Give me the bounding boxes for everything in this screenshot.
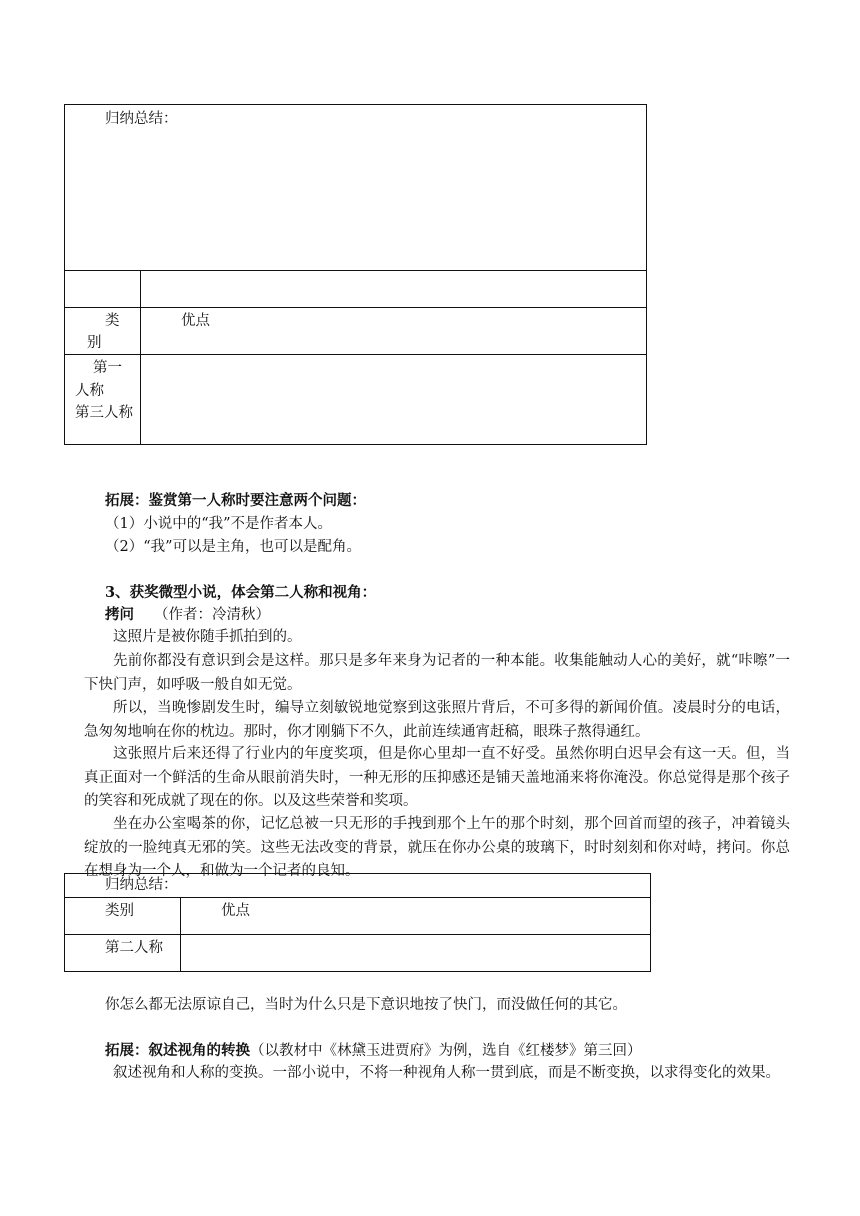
category-header-cell — [65, 898, 181, 935]
story-title-line — [105, 604, 270, 626]
expand-body-2: 叙述视角和人称的变换。一部小说中，不将一种视角人称一贯到底，而是不断变换，以求得变化的效果。 — [113, 1065, 780, 1081]
story-paragraph: 先前你都没有意识到会是这样。那只是多年来身为记者的一种本能。收集能触动人心的美好，就“咔嚓”一下快门声，如呼吸一般自如无觉。 — [84, 653, 790, 693]
advantage-cell — [141, 355, 647, 445]
person-comparison-table-2 — [64, 873, 651, 972]
section-heading: 3、获奖微型小说，体会第二人称和视角： — [105, 584, 377, 601]
expand-title-1: 拓展：鉴赏第一人称时要注意两个问题： — [105, 492, 366, 509]
category-header: 类别 — [87, 313, 120, 351]
expand-title-2: 拓展：叙述视角的转换 — [105, 1042, 250, 1059]
empty-cell — [141, 271, 647, 308]
category-header-cell — [65, 308, 141, 355]
expand-item-2: （2）“我”可以是主角，也可以是配角。 — [105, 539, 362, 555]
summary-label: 归纳总结： — [105, 111, 178, 127]
first-person-label: 第一人称 — [75, 360, 122, 399]
second-person-label: 第二人称 — [105, 940, 163, 956]
story-author: （作者：冷清秋） — [154, 607, 270, 623]
story-paragraph: 这张照片后来还得了行业内的年度奖项，但是你心里却一直不好受。虽然你明白迟早会有这一天。但，当真正面对一个鲜活的生命从眼前消失时，一种无形的压抑感还是铺天盖地涌来将你淹没。你总觉得是那个孩子的笑容和死成就了现在的你。以及这些荣誉和奖项。 — [84, 746, 790, 809]
person-label-cell — [65, 355, 141, 445]
summary-label: 归纳总结： — [105, 877, 178, 893]
person-label-cell — [65, 935, 181, 972]
story-title: 拷问 — [105, 606, 134, 623]
summary-cell — [65, 874, 651, 898]
expand-title-2-line — [105, 1040, 642, 1062]
advantage-cell — [181, 935, 651, 972]
advantage-header: 优点 — [181, 313, 210, 329]
summary-cell — [65, 105, 647, 271]
advantage-header: 优点 — [221, 903, 250, 919]
advantage-header-cell — [141, 308, 647, 355]
expand-title-2-note: （以教材中《林黛玉进贾府》为例，选自《红楼梦》第三回） — [250, 1043, 642, 1059]
story-closing-line: 你怎么都无法原谅自己，当时为什么只是下意识地按了快门，而没做任何的其它。 — [105, 997, 627, 1013]
third-person-label: 第三人称 — [75, 405, 133, 421]
category-header: 类别 — [105, 903, 134, 919]
story-paragraph: 这照片是被你随手抓拍到的。 — [113, 629, 302, 645]
advantage-header-cell — [181, 898, 651, 935]
story-paragraph: 坐在办公室喝茶的你，记忆总被一只无形的手拽到那个上午的那个时刻，那个回首而望的孩子，冲着镜头绽放的一脸纯真无邪的笑。这些无法改变的背景，就压在你办公桌的玻璃下，时时刻刻和你对峙，拷问。你总在想身为一个人，和做为一个记者的良知。 — [84, 816, 790, 879]
person-comparison-table-1 — [64, 104, 647, 445]
expand-item-1: （1）小说中的“我”不是作者本人。 — [105, 516, 333, 532]
story-paragraph: 所以，当晚惨剧发生时，编导立刻敏锐地觉察到这张照片背后，不可多得的新闻价值。凌晨时分的电话，急匆匆地响在你的枕边。那时，你才刚躺下不久，此前连续通宵赶稿，眼珠子熬得通红。 — [84, 700, 790, 740]
empty-cell — [65, 271, 141, 308]
